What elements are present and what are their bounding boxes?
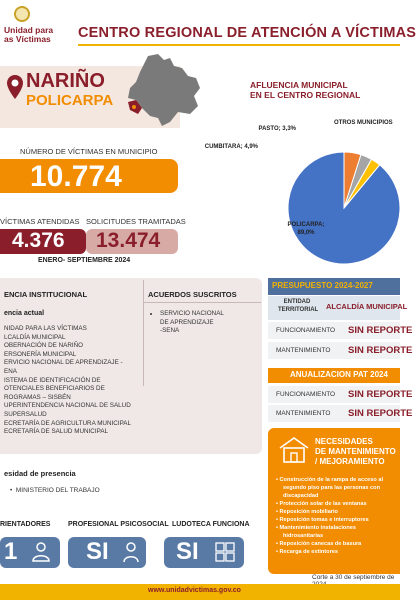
list-item: ENA xyxy=(4,367,17,375)
period-label: ENERO- SEPTIEMBRE 2024 xyxy=(38,257,131,264)
list-item: ECRETARÍA DE AGRICULTURA MUNICIPAL xyxy=(4,419,132,427)
list-item: • Protección solar de las ventanas xyxy=(276,501,367,507)
list-item: OBERNACIÓN DE NARIÑO xyxy=(4,342,84,350)
agreements-list xyxy=(160,310,256,336)
agreement-line: -SENA xyxy=(160,327,180,335)
budget-title: PRESUPUESTO 2024-2027 xyxy=(272,281,373,290)
ludoteca-label: LUDOTECA FUNCIONA xyxy=(172,521,250,528)
needs-title-line: / MEJORAMIENTO xyxy=(315,457,385,466)
pie-label: OTROS MUNICIPIOS xyxy=(334,120,393,126)
budget-entity-name: ALCALDÍA MUNICIPAL xyxy=(326,302,408,311)
affluence-pie-chart xyxy=(204,108,400,264)
cutoff-date: Corte a 30 de septiembre de xyxy=(312,574,395,581)
need-text: Mantenimiento instalaciones xyxy=(279,525,356,531)
agreement-line: DE APRENDIZAJE xyxy=(160,318,214,326)
pie-label: CUMBITARA; 4,9% xyxy=(204,144,258,150)
list-item: OTENCIALES BENEFICIARIOS DE xyxy=(4,385,105,393)
department-name: NARIÑO xyxy=(26,70,105,92)
orientadores-label: RIENTADORES xyxy=(0,521,51,528)
needs-title-line: DE MANTENIMIENTO xyxy=(315,447,396,456)
institutional-list xyxy=(4,325,140,437)
list-item: hidrosanitarias xyxy=(283,533,324,539)
needs-title-line: NECESIDADES xyxy=(315,437,373,446)
unidad-victimas-logo xyxy=(4,6,64,56)
requests-value: 13.474 xyxy=(96,229,161,252)
need-text: Protección solar de las ventanas xyxy=(279,501,367,507)
pie-label: POLICARPA; 89,0% xyxy=(287,222,325,236)
presence-needs-item: • MINISTERIO DEL TRABAJO xyxy=(10,487,100,494)
budget-entity-line-1: ENTIDAD xyxy=(283,299,311,305)
building-tools-icon xyxy=(278,436,310,464)
pat-row-value: SIN REPORTE xyxy=(348,408,413,419)
blocks-icon xyxy=(214,541,236,563)
attended-label: VÍCTIMAS ATENDIDAS xyxy=(0,217,80,226)
maintenance-needs-title xyxy=(315,437,396,467)
budget-row-label: FUNCIONAMIENTO xyxy=(276,327,336,334)
page-title: CENTRO REGIONAL DE ATENCIÓN A VÍCTIMAS xyxy=(78,25,416,41)
coat-of-arms-icon xyxy=(14,6,30,22)
pie-chart-title-line-1: AFLUENCIA MUNICIPAL xyxy=(250,80,348,90)
panel-divider xyxy=(143,280,144,386)
pie-chart-title-line-2: EN EL CENTRO REGIONAL xyxy=(250,90,361,100)
pat-row-label: FUNCIONAMIENTO xyxy=(276,391,336,398)
institutional-subheading: encia actual xyxy=(4,310,45,317)
psychologist-icon xyxy=(120,541,142,563)
list-item: • Reposición canecas de basura xyxy=(276,541,362,547)
list-item: discapacidad xyxy=(283,493,319,499)
need-text: Construcción de la rampa de acceso al xyxy=(279,477,384,483)
list-item: • Recarga de extintores xyxy=(276,549,338,555)
need-text: Reposición canecas de basura xyxy=(279,541,362,547)
victims-label: NÚMERO DE VÍCTIMAS EN MUNICIPIO xyxy=(20,147,158,156)
list-item: LCALDÍA MUNICIPAL xyxy=(4,333,66,341)
list-item: ERSONERÍA MUNICIPAL xyxy=(4,350,77,358)
pat-row-label: MANTENIMIENTO xyxy=(276,410,331,417)
list-item: ROGRAMAS – SISBÉN xyxy=(4,393,71,401)
ludoteca-value: SI xyxy=(176,538,199,565)
list-item: • Reposición mobiliario xyxy=(276,509,338,515)
pie-label: PASTO; 3,3% xyxy=(258,126,296,132)
budget-row-value: SIN REPORTE xyxy=(348,325,413,336)
list-item: NIDAD PARA LAS VÍCTIMAS xyxy=(4,325,87,332)
psicosocial-value: SI xyxy=(86,538,109,565)
list-item: ERVICIO NACIONAL DE APRENDIZAJE - xyxy=(4,359,123,367)
list-item: • Mantenimiento instalaciones xyxy=(276,525,356,531)
website-link[interactable]: www.unidadvictimas.gov.co xyxy=(148,587,241,594)
budget-entity-line-2: TERRITORIAL xyxy=(278,306,319,313)
logo-text-line-1: Unidad para xyxy=(4,25,54,35)
location-pin-icon xyxy=(6,74,24,100)
pat-row-value: SIN REPORTE xyxy=(348,389,413,400)
need-text: Recarga de extintores xyxy=(279,549,338,555)
list-item: ISTEMA DE IDENTIFICACIÓN DE xyxy=(4,376,101,384)
person-desk-icon xyxy=(30,541,52,563)
logo-text-line-2: as Víctimas xyxy=(4,34,51,44)
need-text: Reposición mobiliario xyxy=(279,509,338,515)
list-item: • Reposición tomas e interruptores xyxy=(276,517,369,523)
list-item: ECRETARÍA DE SALUD MUNICIPAL xyxy=(4,428,109,436)
attended-value: 4.376 xyxy=(12,229,65,252)
list-item xyxy=(160,310,256,336)
presence-needs-heading: esidad de presencia xyxy=(4,469,76,478)
institutional-heading: ENCIA INSTITUCIONAL xyxy=(4,290,88,299)
budget-row-value: SIN REPORTE xyxy=(348,345,413,356)
maintenance-needs-list xyxy=(276,476,400,556)
title-underline xyxy=(78,44,400,46)
panel-divider-horizontal xyxy=(143,302,261,303)
need-text: Reposición tomas e interruptores xyxy=(279,517,369,523)
list-item: • Construcción de la rampa de acceso al xyxy=(276,477,384,483)
list-item: SUPERSALUD xyxy=(4,410,47,418)
budget-entity-label xyxy=(278,299,319,314)
pie-chart-title xyxy=(250,80,360,100)
requests-label: SOLICITUDES TRAMITADAS xyxy=(86,217,186,226)
list-item: UPERINTENDENCIA NACIONAL DE SALUD xyxy=(4,402,131,410)
municipality-name: POLICARPA xyxy=(26,92,114,109)
colombia-map-icon xyxy=(118,52,204,128)
budget-row-label: MANTENIMIENTO xyxy=(276,347,331,354)
psicosocial-label: PROFESIONAL PSICOSOCIAL xyxy=(68,521,169,528)
pat-title: ANUALIZACION PAT 2024 xyxy=(290,370,388,379)
agreements-heading: ACUERDOS SUSCRITOS xyxy=(148,290,237,299)
list-item: segundo piso para las personas con xyxy=(283,485,380,491)
victims-value: 10.774 xyxy=(30,160,122,193)
orientadores-value: 1 xyxy=(4,538,18,565)
presence-needs-text: MINISTERIO DEL TRABAJO xyxy=(15,487,100,494)
agreement-line: SERVICIO NACIONAL xyxy=(160,310,224,317)
